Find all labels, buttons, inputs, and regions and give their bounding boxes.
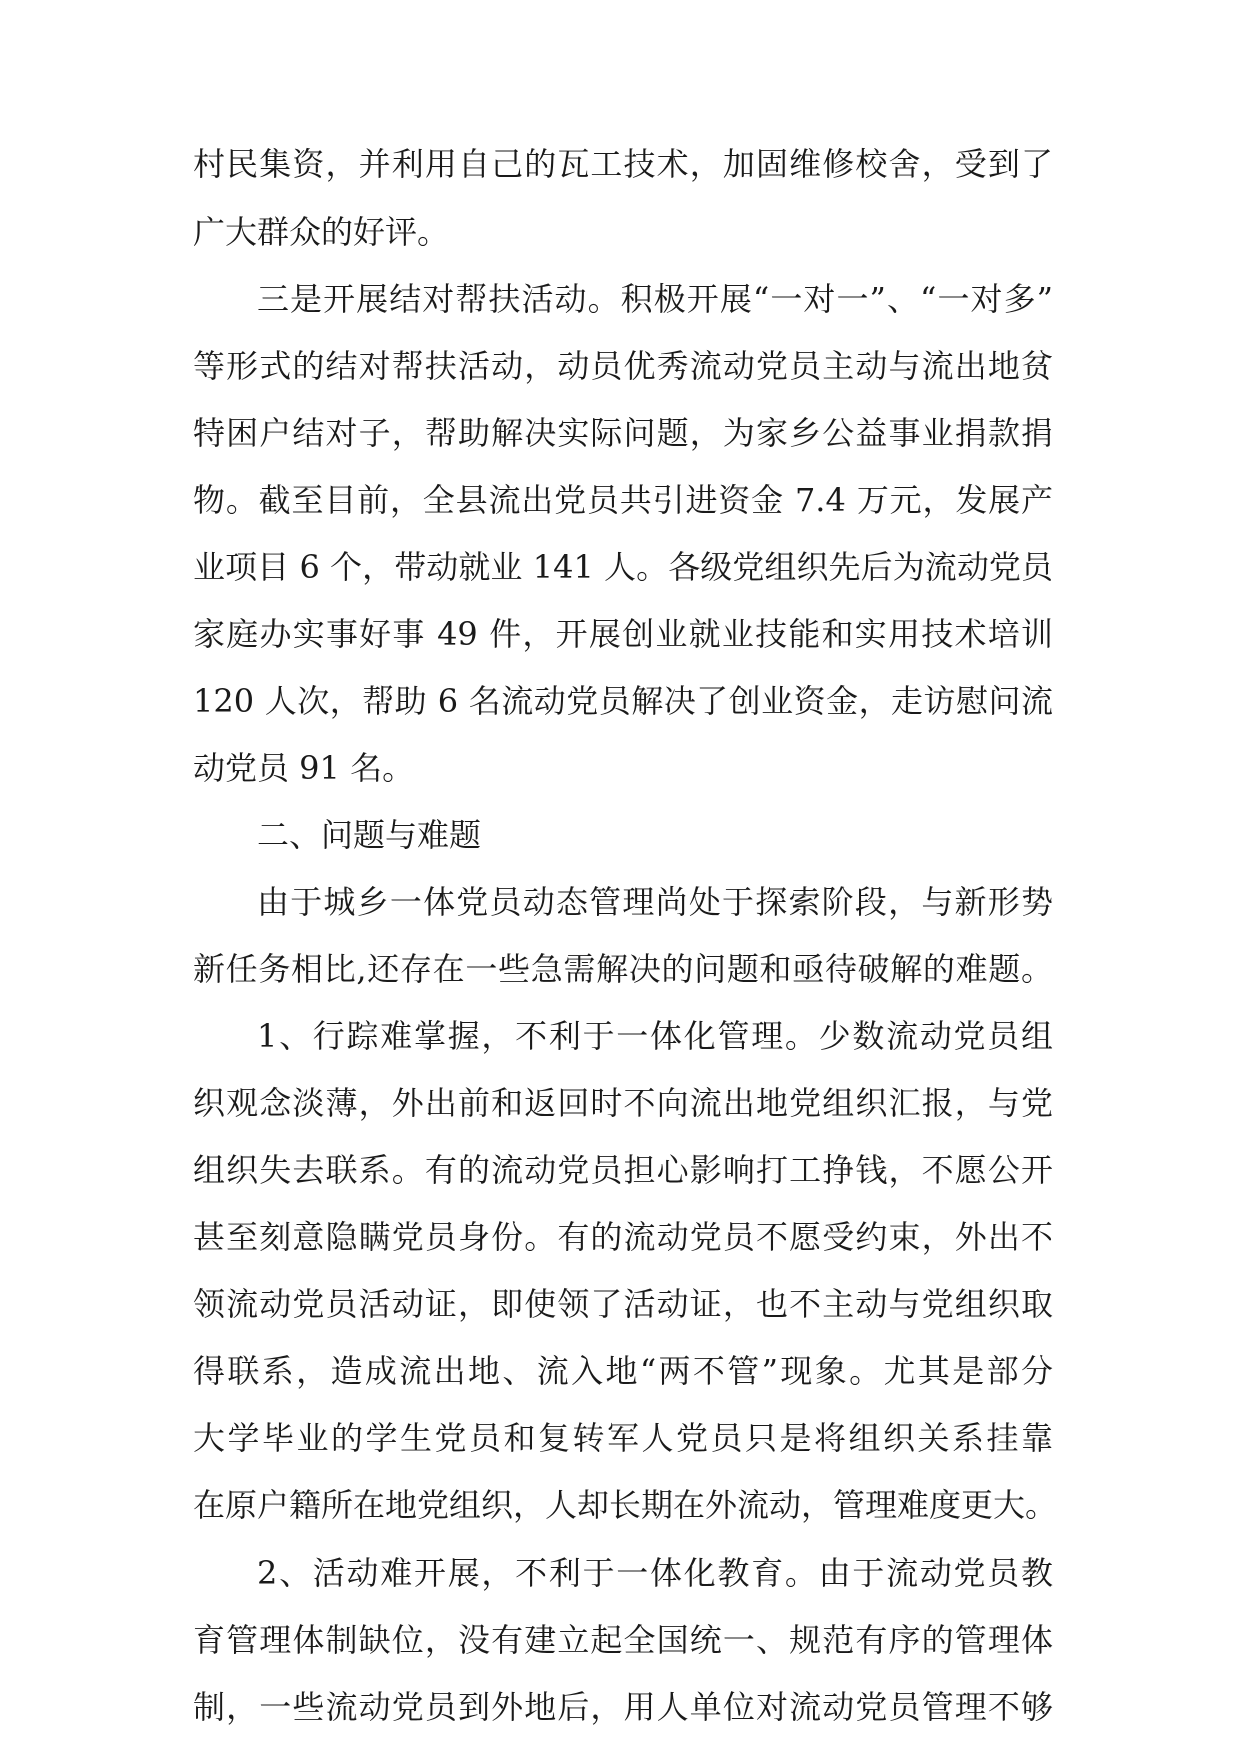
paragraph-line: 广大群众的好评。 xyxy=(193,213,450,251)
paragraph-line: 织观念淡薄，外出前和返回时不向流出地党组织汇报，与党 xyxy=(193,1084,1053,1122)
paragraph-line: 领流动党员活动证，即使领了活动证，也不主动与党组织取 xyxy=(193,1285,1053,1323)
paragraph-line: 动党员 91 名。 xyxy=(193,749,415,787)
paragraph-line: 大学毕业的学生党员和复转军人党员只是将组织关系挂靠 xyxy=(193,1419,1053,1457)
paragraph-line: 物。截至目前，全县流出党员共引进资金 7.4 万元，发展产 xyxy=(193,481,1053,519)
paragraph-line: 三是开展结对帮扶活动。积极开展“一对一”、“一对多” xyxy=(257,280,1053,318)
paragraph-line: 家庭办实事好事 49 件，开展创业就业技能和实用技术培训 xyxy=(193,615,1053,653)
section-heading: 二、问题与难题 xyxy=(257,816,482,854)
paragraph-line: 村民集资，并利用自己的瓦工技术，加固维修校舍，受到了 xyxy=(193,145,1053,183)
paragraph-line: 120 人次，帮助 6 名流动党员解决了创业资金，走访慰问流 xyxy=(193,682,1053,720)
paragraph-line: 得联系，造成流出地、流入地“两不管”现象。尤其是部分 xyxy=(193,1352,1053,1390)
paragraph-line: 1、行踪难掌握，不利于一体化管理。少数流动党员组 xyxy=(257,1017,1053,1055)
paragraph-line: 2、活动难开展，不利于一体化教育。由于流动党员教 xyxy=(257,1554,1053,1592)
paragraph-line: 制，一些流动党员到外地后，用人单位对流动党员管理不够 xyxy=(193,1688,1053,1726)
paragraph-line: 业项目 6 个，带动就业 141 人。各级党组织先后为流动党员 xyxy=(193,548,1053,586)
paragraph-line: 新任务相比,还存在一些急需解决的问题和亟待破解的难题。 xyxy=(193,950,1053,988)
paragraph-line: 由于城乡一体党员动态管理尚处于探索阶段，与新形势 xyxy=(257,883,1053,921)
paragraph-line: 等形式的结对帮扶活动，动员优秀流动党员主动与流出地贫 xyxy=(193,347,1053,385)
paragraph-line: 育管理体制缺位，没有建立起全国统一、规范有序的管理体 xyxy=(193,1621,1053,1659)
paragraph-line: 特困户结对子，帮助解决实际问题，为家乡公益事业捐款捐 xyxy=(193,414,1053,452)
paragraph-line: 在原户籍所在地党组织，人却长期在外流动，管理难度更大。 xyxy=(193,1486,1058,1524)
paragraph-line: 组织失去联系。有的流动党员担心影响打工挣钱，不愿公开 xyxy=(193,1151,1053,1189)
paragraph-line: 甚至刻意隐瞒党员身份。有的流动党员不愿受约束，外出不 xyxy=(193,1218,1053,1256)
